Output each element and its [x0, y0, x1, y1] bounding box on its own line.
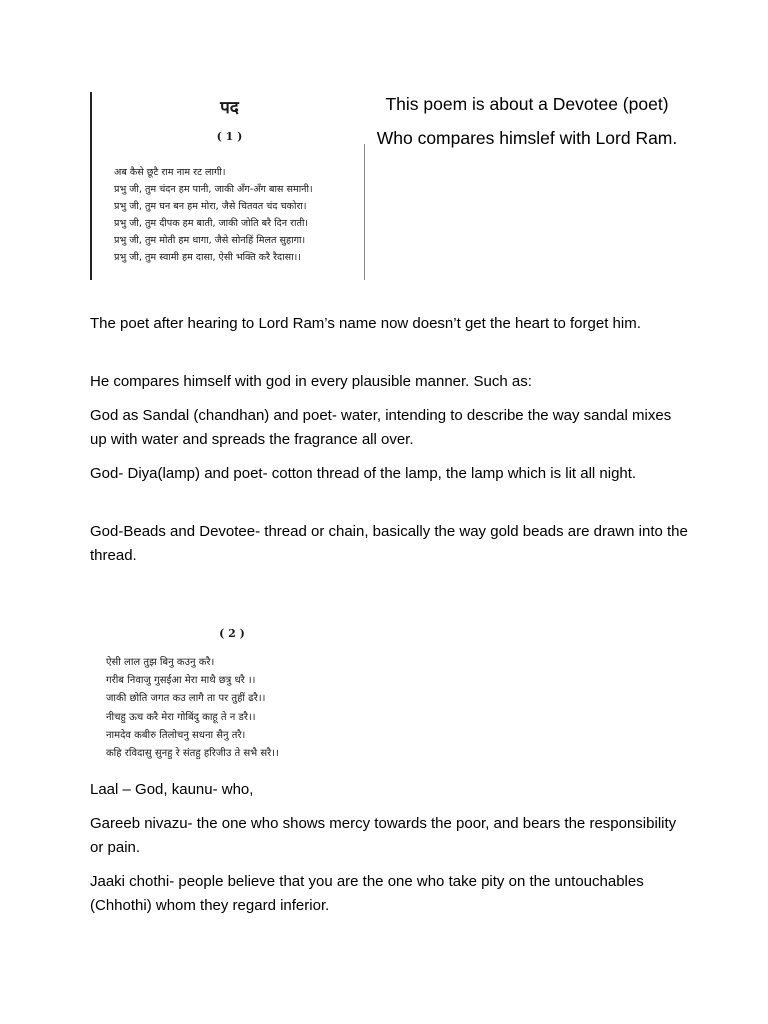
paragraph: God- Diya(lamp) and poet- cotton thread of the lamp, the lamp which is lit all night.: [90, 465, 637, 482]
verse-line: प्रभु जी, तुम मोती हम धागा, जैसे सोनहिं मिलत सुहागा।: [114, 235, 306, 246]
paragraph: Gareeb nivazu- the one who shows mercy towards the poor, and bears the responsibility or pain.: [90, 815, 677, 856]
verse-line: कहि रविदासु सुनहु रे संतहु हरिजीउ ते सभै सरै।।: [106, 748, 279, 760]
verse-line: प्रभु जी, तुम दीपक हम बाती, जाकी जोति बरै दिन राती।: [114, 218, 309, 229]
paragraph: He compares himself with god in every plausible manner. Such as:: [90, 373, 532, 390]
verse-line: प्रभु जी, तुम घन बन हम मोरा, जैसे चितवत चंद चकोरा।: [114, 201, 307, 212]
side-note-line-1: This poem is about a Devotee (poet): [385, 94, 669, 114]
side-note-line-2: Who compares himslef with Lord Ram.: [376, 128, 678, 148]
paragraph: God as Sandal (chandhan) and poet- water, intending to describe the way sandal mixes up with water and spreads the fragrance all over.: [90, 407, 672, 448]
side-note: [372, 92, 682, 160]
verse-line: ऐसी लाल तुझ बिनु कउनु करै।: [106, 657, 215, 668]
verse-line: प्रभु जी, तुम चंदन हम पानी, जाकी अँग-अँग बास समानी।: [114, 184, 313, 195]
image-border-rule: [364, 144, 365, 280]
poem-2-image: [98, 620, 366, 765]
verse-line: प्रभु जी, तुम स्वामी हम दासा, ऐसी भक्ति करै रैदासा।।: [114, 252, 301, 263]
verse-line: नामदेव कबीरु तिलोचनु सधना सैनु तरै।: [106, 729, 246, 741]
poem-2-verses: [106, 654, 279, 763]
poem-1-image: [90, 92, 365, 280]
verse-line: गरीब निवाजु गुसईआ मेरा माथै छत्रु धरै ।।: [106, 675, 256, 687]
poem-2-number: ( 2 ): [219, 627, 245, 640]
verse-line: नीचहु ऊच करै मेरा गोबिंदु काहू ते न डरै।।: [106, 711, 256, 723]
verse-line: जाकी छोति जगत कउ लागै ता पर तुहीं ढरै।।: [106, 693, 266, 705]
poem-1-verses: [114, 164, 313, 266]
paragraph: God-Beads and Devotee- thread or chain, basically the way gold beads are drawn into the thread.: [90, 523, 688, 564]
paragraph: The poet after hearing to Lord Ram’s name now doesn’t get the heart to forget him.: [90, 315, 641, 332]
paragraph: Laal – God, kaunu- who,: [90, 781, 254, 798]
verse-line: अब कैसे छूटै राम नाम रट लागी।: [114, 167, 226, 178]
poem-1-number: ( 1 ): [216, 130, 243, 143]
poem-1-title: पद: [220, 98, 239, 118]
paragraph: Jaaki chothi- people believe that you are the one who take pity on the untouchables (Chhothi) whom they regard inferior.: [90, 873, 644, 914]
